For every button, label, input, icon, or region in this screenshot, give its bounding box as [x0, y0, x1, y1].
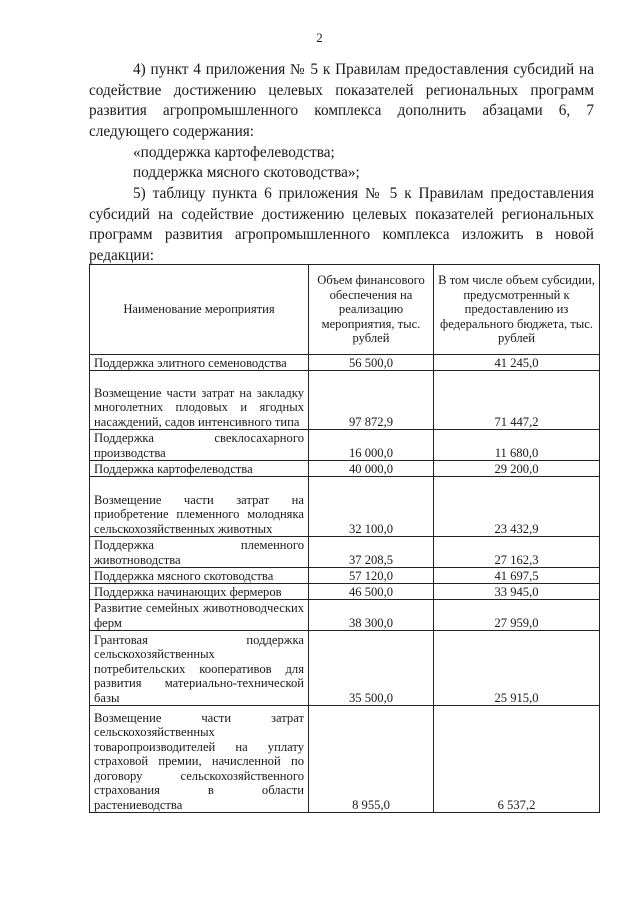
- header-name: Наименование мероприятия: [90, 265, 309, 355]
- table-row: [90, 461, 600, 477]
- header-federal: В том числе объем субсидии, предусмотренный к предоставлению из федерального бюджета, тыс. рублей: [434, 265, 600, 355]
- row-name: Поддержка элитного семеноводства: [90, 355, 309, 371]
- row-federal: 33 945,0: [434, 584, 600, 600]
- row-name: Возмещение части затрат на закладку многолетних плодовых и ягодных насаждений, садов интенсивного типа: [90, 371, 309, 430]
- row-name: Возмещение части затрат на приобретение племенного молодняка сельскохозяйственных животных: [90, 477, 309, 537]
- row-total: 97 872,9: [309, 371, 434, 430]
- row-federal: 27 959,0: [434, 600, 600, 631]
- row-federal: 23 432,9: [434, 477, 600, 537]
- row-total: 8 955,0: [309, 706, 434, 813]
- row-federal: 27 162,3: [434, 537, 600, 568]
- subsidy-table: [89, 264, 600, 813]
- row-federal: 11 680,0: [434, 430, 600, 461]
- row-name: Поддержка начинающих фермеров: [90, 584, 309, 600]
- row-name: Поддержка племенного животноводства: [90, 537, 309, 568]
- paragraph-item-4: 4) пункт 4 приложения № 5 к Правилам предоставления субсидий на содействие достижению целевых показателей региональных программ развития агропромышленного комплекса дополнить абзацами 6, 7 следующего содержания:: [89, 61, 594, 140]
- row-name: Развитие семейных животноводческих ферм: [90, 600, 309, 631]
- table-row: [90, 584, 600, 600]
- table-header-row: [90, 265, 600, 355]
- table-row: [90, 568, 600, 584]
- row-total: 37 208,5: [309, 537, 434, 568]
- row-name: Возмещение части затрат сельскохозяйственных товаропроизводителей на уплату страховой премии, начисленной по договору сельскохозяйственного страхования в области растениеводства: [90, 706, 309, 813]
- row-name: Поддержка свеклосахарного производства: [90, 430, 309, 461]
- table-row: [90, 537, 600, 568]
- row-federal: 41 697,5: [434, 568, 600, 584]
- table-row: [90, 477, 600, 537]
- row-federal: 6 537,2: [434, 706, 600, 813]
- table-row: [90, 355, 600, 371]
- paragraph-item-5: 5) таблицу пункта 6 приложения № 5 к Правилам предоставления субсидий на содействие достижению целевых показателей региональных программ развития агропромышленного комплекса изложить в новой редакции:: [89, 185, 594, 264]
- row-name: Поддержка картофелеводства: [90, 461, 309, 477]
- quote-line-potato: «поддержка картофелеводства;: [133, 144, 335, 161]
- header-total: Объем финансового обеспечения на реализацию мероприятия, тыс. рублей: [309, 265, 434, 355]
- row-federal: 41 245,0: [434, 355, 600, 371]
- table-row: [90, 631, 600, 706]
- row-total: 35 500,0: [309, 631, 434, 706]
- row-name: Грантовая поддержка сельскохозяйственных потребительских кооперативов для развития материально-технической базы: [90, 631, 309, 706]
- row-federal: 71 447,2: [434, 371, 600, 430]
- table-row: [90, 430, 600, 461]
- row-total: 56 500,0: [309, 355, 434, 371]
- table-row: [90, 600, 600, 631]
- row-total: 57 120,0: [309, 568, 434, 584]
- row-total: 40 000,0: [309, 461, 434, 477]
- row-total: 46 500,0: [309, 584, 434, 600]
- row-total: 16 000,0: [309, 430, 434, 461]
- table-row: [90, 706, 600, 813]
- row-total: 38 300,0: [309, 600, 434, 631]
- row-federal: 25 915,0: [434, 631, 600, 706]
- quote-line-beef: поддержка мясного скотоводства»;: [133, 164, 360, 181]
- row-total: 32 100,0: [309, 477, 434, 537]
- row-name: Поддержка мясного скотоводства: [90, 568, 309, 584]
- table-row: [90, 371, 600, 430]
- page-number: 2: [316, 30, 323, 45]
- row-federal: 29 200,0: [434, 461, 600, 477]
